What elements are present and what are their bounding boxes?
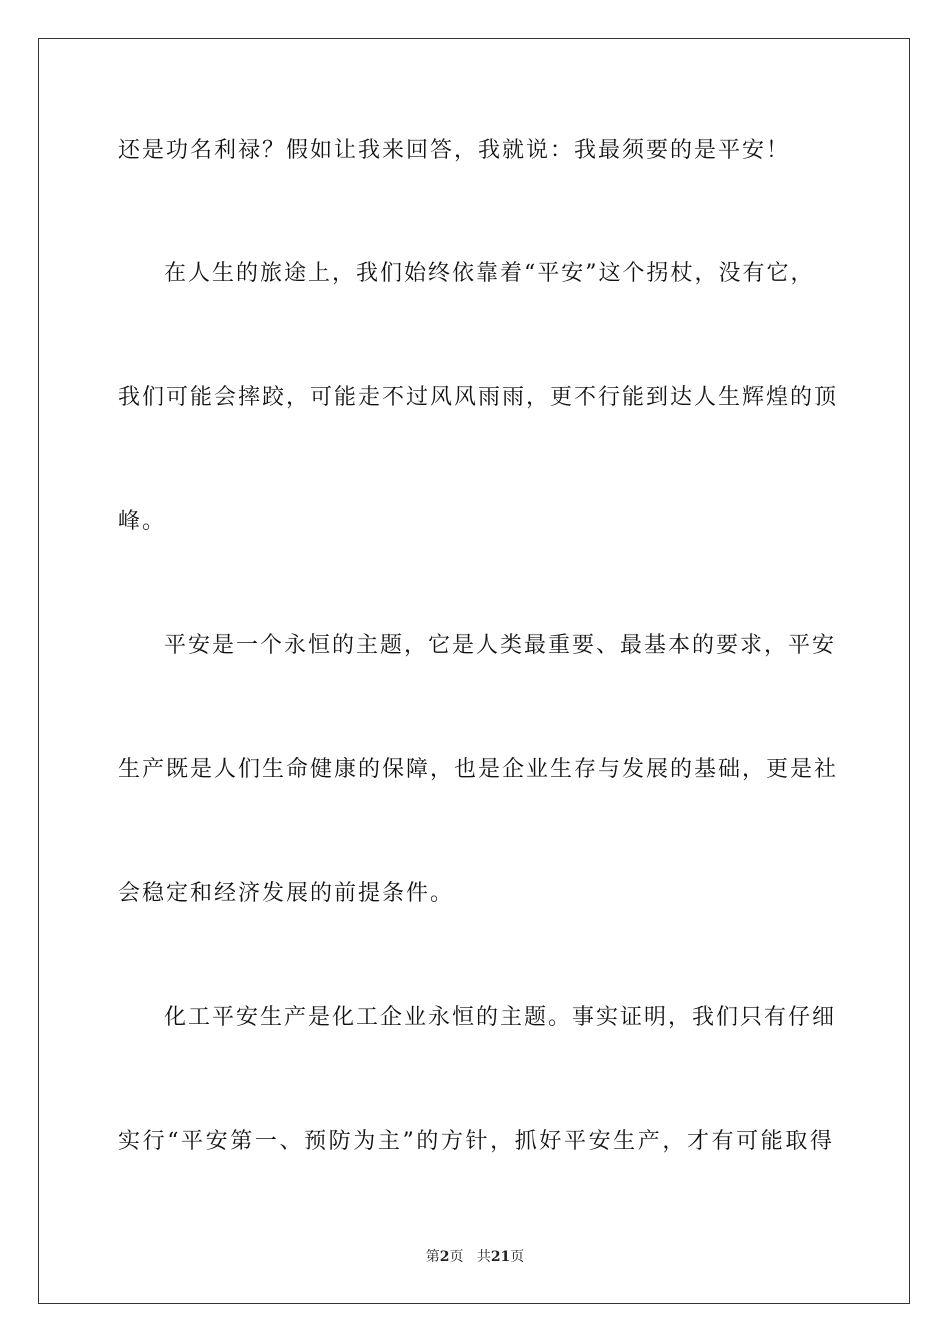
footer-page-number: 2 [439, 1249, 450, 1265]
text-line: 我们可能会摔跤，可能走不过风风雨雨，更不行能到达人生辉煌的顶 [118, 385, 839, 410]
footer-page-suffix: 页 [449, 1249, 464, 1265]
text-line: 峰。 [118, 509, 167, 534]
text-line: 平安是一个永恒的主题，它是人类最重要、最基本的要求，平安 [164, 633, 837, 658]
footer-total-suffix: 页 [510, 1249, 525, 1265]
footer-total-prefix: 共 [476, 1249, 491, 1265]
page-frame [38, 38, 910, 1304]
text-line: 生产既是人们生命健康的保障，也是企业生存与发展的基础，更是社 [118, 757, 839, 782]
text-line: 还是功名利禄？假如让我来回答，我就说：我最须要的是平安！ [118, 138, 791, 163]
text-line: 在人生的旅途上，我们始终依靠着“平安”这个拐杖，没有它， [164, 261, 815, 286]
text-line: 化工平安生产是化工企业永恒的主题。事实证明，我们只有仔细 [164, 1005, 837, 1030]
text-line: 会稳定和经济发展的前提条件。 [118, 881, 455, 906]
footer-total-pages: 21 [490, 1249, 511, 1265]
footer-page-prefix: 第 [425, 1249, 440, 1265]
page-footer [0, 1248, 950, 1266]
text-line: 实行“平安第一、预防为主”的方针，抓好平安生产，才有可能取得 [118, 1129, 834, 1154]
